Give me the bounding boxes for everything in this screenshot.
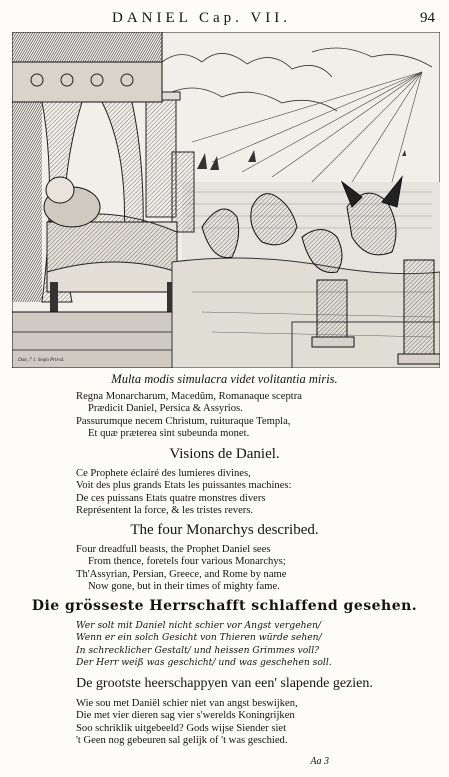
latin-line-1: Regna Monarcharum, Macedûm, Romanaque sceptra	[76, 391, 302, 402]
german-line-4: Der Herr weiß was geschicht/ und was geschehen soll.	[76, 657, 332, 669]
running-title: DANIEL Cap. VII.	[112, 10, 291, 26]
dutch-line-3: Soo schriklik uitgebeeld? Gods wijse Siender siet	[76, 722, 287, 734]
french-line-3: De ces puissans Etats quatre monstres divers	[76, 492, 266, 504]
engraving-plate	[12, 32, 440, 368]
dutch-line-4: 't Geen nog gebeuren sal gelijk of 't was geschied.	[76, 735, 288, 747]
dutch-heading: De grootste heerschappyen van een' slapende gezien.	[76, 676, 373, 691]
signature-mark: Aa 3	[310, 756, 329, 767]
dutch-line-1: Wie sou met Daniël schier niet van angst beswijken,	[76, 698, 298, 709]
english-heading: The four Monarchys described.	[130, 522, 319, 538]
german-line-1: Wer solt mit Daniel nicht schier vor Angst vergehen/	[76, 620, 321, 631]
french-line-4: Représentent la force, & les tristes revers.	[76, 505, 254, 517]
page-number: 94	[420, 10, 435, 26]
english-line-3: Th'Assyrian, Persian, Greece, and Rome by name	[76, 568, 287, 580]
german-heading: Die grösseste Herrschafft schlaffend gesehen.	[31, 598, 418, 614]
motto: Multa modis simulacra videt volitantia miris.	[111, 372, 338, 386]
engraving-illustration	[12, 32, 440, 368]
dutch-verse	[76, 698, 298, 748]
english-line-1: Four dreadfull beasts, the Prophet Daniel sees	[76, 544, 271, 555]
french-line-2: Voit des plus grands Etats les puissantes machines:	[76, 480, 292, 492]
dutch-line-2: Die met vier dieren sag vier s'werelds Koningrijken	[76, 710, 295, 722]
german-line-2: Wenn er ein solch Gesicht von Thieren würde sehen/	[76, 632, 322, 644]
shoreline	[172, 258, 440, 368]
french-line-1: Ce Prophete éclairé des lumieres divines,	[76, 468, 251, 479]
latin-line-3: Passurumque necem Christum, ruituraque Templa,	[76, 415, 291, 427]
english-line-4: Now gone, but in their times of mighty fame.	[88, 581, 280, 593]
english-line-2: From thence, foretels four various Monarchys;	[88, 556, 286, 568]
french-heading: Visions de Daniel.	[169, 446, 280, 462]
french-verse	[76, 468, 291, 518]
german-verse	[76, 620, 332, 670]
latin-verse	[76, 391, 302, 441]
german-line-3: In schrecklicher Gestalt/ und heissen Grimmes voll?	[76, 644, 320, 656]
plate-credit: Dan. 7 1. Seqm Prtrvd.	[18, 358, 65, 363]
latin-line-4: Et quæ præterea sint subeunda monet.	[88, 428, 250, 440]
english-verse	[76, 544, 286, 594]
latin-line-2: Prædicit Daniel, Persica & Assyrios.	[88, 403, 243, 415]
page-header	[0, 10, 449, 30]
